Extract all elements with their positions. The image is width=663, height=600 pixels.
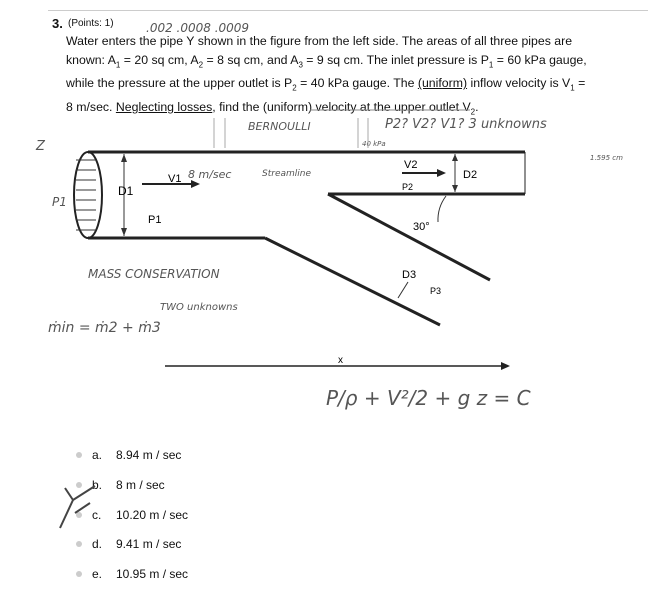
hand-speed: 8 m/sec: [188, 168, 232, 181]
label-d3: D3: [402, 269, 417, 281]
option-e-letter: e.: [92, 567, 103, 581]
branch-lower-wall: [265, 238, 440, 325]
label-v1: V1: [168, 173, 182, 185]
hand-mdot: ṁin = ṁ2 + ṁ3: [48, 320, 161, 336]
option-d-text: 9.41 m / sec: [116, 537, 182, 551]
hand-streamline: Streamline: [262, 169, 312, 179]
question-points: (Points: 1): [68, 18, 114, 29]
option-d[interactable]: [76, 537, 181, 551]
check-mark-icon: [55, 478, 105, 538]
hand-z: Z: [36, 139, 45, 154]
hand-mass: MASS CONSERVATION: [88, 267, 220, 281]
question-text: [66, 32, 626, 121]
label-d1: D1: [118, 184, 134, 198]
hand-bernoulli-eq: P/ρ + V²/2 + g z = C: [326, 386, 531, 410]
inflow-arrows: [76, 160, 96, 230]
question-number: 3.: [52, 16, 63, 31]
top-divider: [48, 10, 648, 11]
option-e[interactable]: [76, 567, 188, 581]
hand-kpa: 40 kPa: [362, 140, 386, 148]
option-a-letter: a.: [92, 448, 103, 462]
question-line-2: known: $A_1 = 20$ sq cm, $A_2 = 8$ sq cm, and $A_3 = 9$ sq cm. The inlet pressure is $P_1 = 60$ kPa gauge,: [66, 53, 587, 70]
label-x: x: [338, 355, 343, 366]
option-a-text: 8.94 m / sec: [116, 448, 182, 462]
label-v2: V2: [404, 159, 418, 171]
branch-upper-wall: [328, 194, 490, 280]
option-e-text: 10.95 m / sec: [116, 567, 189, 581]
label-p3: P3: [430, 286, 442, 296]
label-angle: 30°: [413, 221, 430, 233]
hand-unknowns: P2? V2? V1? 3 unknowns: [385, 117, 547, 132]
option-e-radio[interactable]: [76, 571, 82, 577]
question-line-4: 8 m/sec. Neglecting losses, find the (uniform) velocity at the upper outlet $V_2$.: [66, 99, 479, 117]
option-a-radio[interactable]: [76, 452, 82, 458]
label-d2: D2: [463, 169, 478, 181]
option-c-text: 10.20 m / sec: [116, 508, 189, 522]
question-line-1: Water enters the pipe Y shown in the figure from the left side. The areas of all three pipes are: [66, 34, 573, 48]
inlet-ellipse: [74, 152, 102, 238]
label-p1: P1: [148, 214, 162, 226]
hand-bernoulli: BERNOULLI: [248, 120, 311, 133]
option-a[interactable]: [76, 448, 181, 462]
option-d-radio[interactable]: [76, 541, 82, 547]
hand-two: TWO unknowns: [160, 302, 238, 313]
option-b-text: 8 m / sec: [116, 478, 165, 492]
hand-cm: 1.595 cm: [590, 154, 623, 162]
option-c-letter: c.: [92, 508, 102, 522]
option-d-letter: d.: [92, 537, 103, 551]
question-line-3: while the pressure at the upper outlet is $P_2 = 40$ kPa gauge. The (uniform) inflow velocity is $V_1$ =: [66, 76, 586, 93]
label-p2: P2: [402, 182, 414, 192]
hand-top-nums: .002 .0008 .0009: [146, 21, 250, 35]
option-b-letter: b.: [92, 478, 103, 492]
hand-p1: P1: [52, 195, 67, 209]
